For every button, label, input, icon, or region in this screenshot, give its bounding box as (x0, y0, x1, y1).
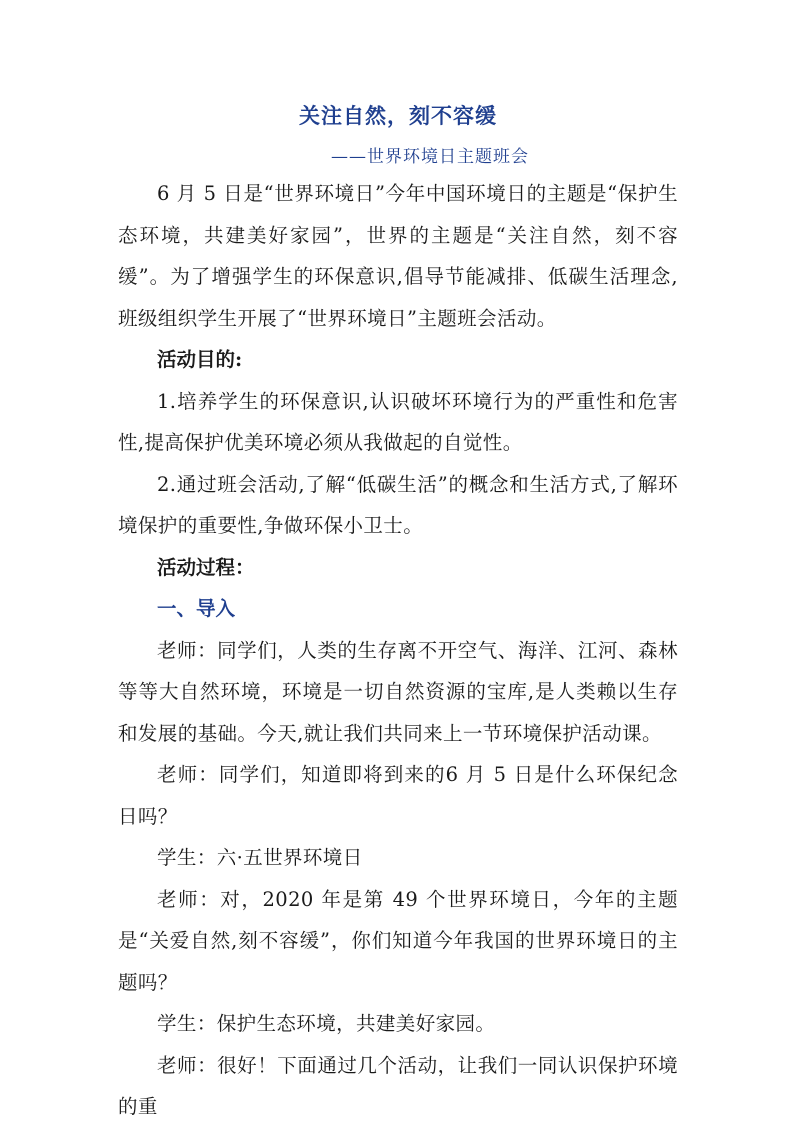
goal-item-1: 1.培养学生的环保意识,认识破坏环境行为的严重性和危害性,提高保护优美环境必须从我做起的自觉性。 (118, 389, 678, 454)
dialogue-paragraph: 老师：对，2020 年是第 49 个世界环境日，今年的主题是“关爱自然,刻不容缓”，你们知道今年我国的世界环境日的主题吗？ (118, 887, 678, 994)
document-page (118, 96, 678, 1128)
dialogue-paragraph: 学生：保护生态环境，共建美好家园。 (157, 1012, 496, 1035)
section-heading-intro: 一、导入 (157, 597, 236, 620)
goal-item-2: 2.通过班会活动,了解“低碳生活”的概念和生活方式,了解环境保护的重要性,争做环保小卫士。 (118, 472, 678, 537)
dialogue-paragraph: 学生：六·五世界环境日 (157, 846, 363, 869)
intro-paragraph: 6 月 5 日是“世界环境日”今年中国环境日的主题是“保护生态环境，共建美好家园”，世界的主题是“关注自然，刻不容缓”。为了增强学生的环保意识,倡导节能减排、低碳生活理念,班级组织学生开展了“世界环境日”主题班会活动。 (118, 182, 678, 330)
dialogue-paragraph: 老师：同学们，人类的生存离不开空气、海洋、江河、森林等等大自然环境，环境是一切自然资源的宝库,是人类赖以生存和发展的基础。今天,就让我们共同来上一节环境保护活动课。 (118, 638, 678, 745)
dialogue-paragraph: 老师：同学们，知道即将到来的6 月 5 日是什么环保纪念日吗？ (118, 763, 678, 828)
document-subtitle: ——世界环境日主题班会 (331, 147, 529, 167)
dialogue-paragraph: 老师：很好！下面通过几个活动，让我们一同认识保护环境的重 (118, 1053, 678, 1118)
process-heading: 活动过程： (157, 555, 255, 579)
goals-heading: 活动目的: (157, 348, 243, 371)
document-title: 关注自然，刻不容缓 (299, 103, 497, 128)
